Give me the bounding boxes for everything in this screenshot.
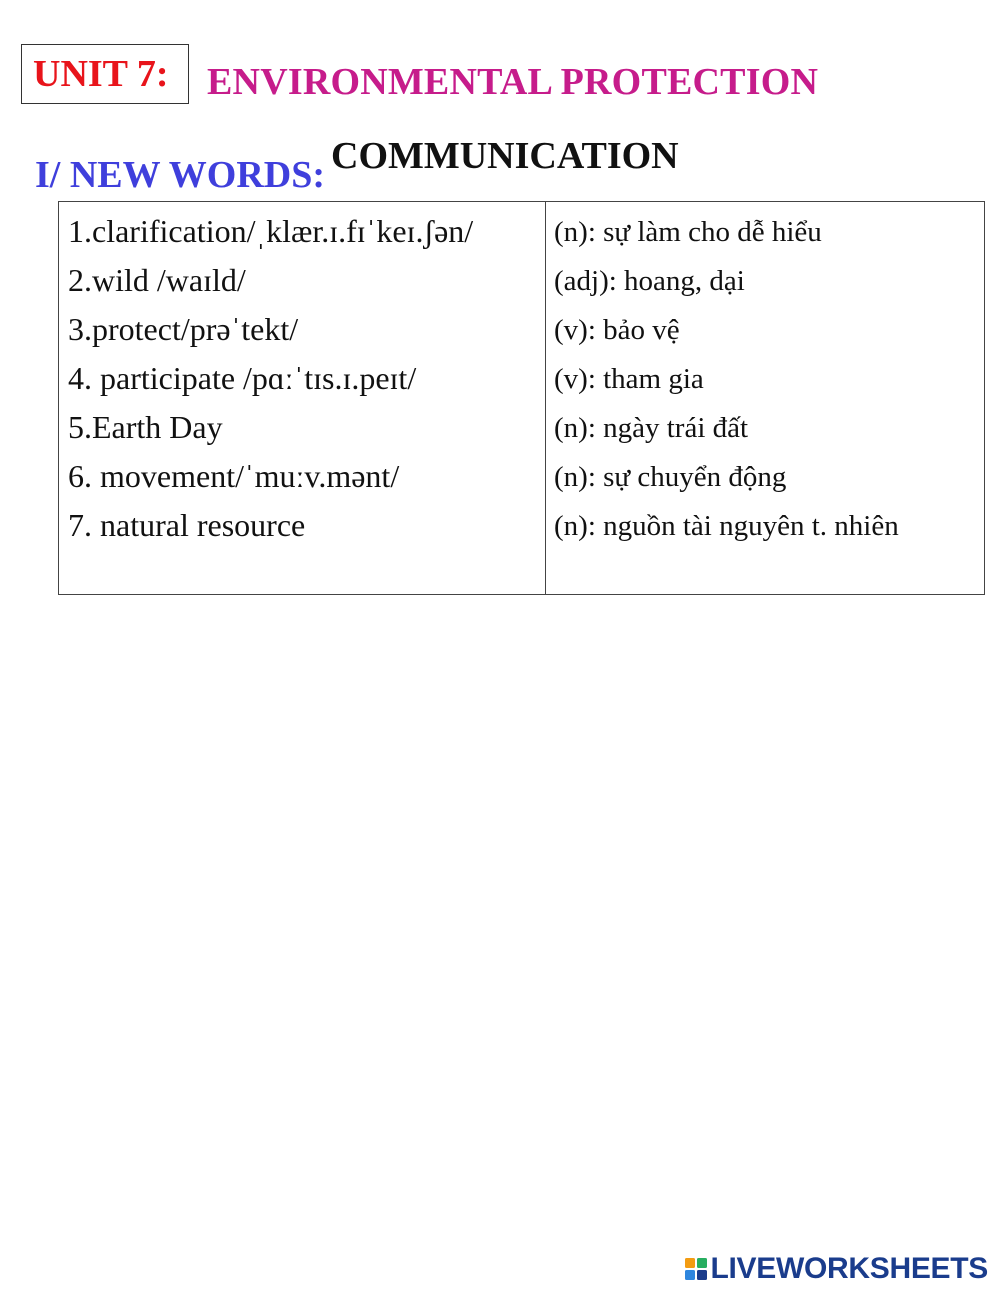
column-divider [545, 202, 546, 594]
vocab-term: 7. natural resource [68, 507, 306, 543]
liveworksheets-logo-icon [684, 1257, 708, 1281]
vocab-term: 6. movement/ˈmuːv.mənt/ [68, 458, 400, 494]
vocab-term: 3.protect/prəˈtekt/ [68, 311, 299, 347]
unit-label: UNIT 7: [33, 53, 169, 95]
vocab-definition: (v): tham gia [554, 363, 704, 395]
vocab-term: 5.Earth Day [68, 409, 223, 445]
vocab-term: 4. participate /pɑːˈtɪs.ɪ.peɪt/ [68, 360, 417, 396]
unit-title: ENVIRONMENTAL PROTECTION [207, 61, 819, 103]
liveworksheets-watermark[interactable] [684, 1252, 989, 1286]
section-heading: I/ NEW WORDS: [35, 154, 325, 196]
lesson-title: COMMUNICATION [331, 135, 679, 177]
definition-column [554, 211, 982, 554]
vocab-definition: (n): nguồn tài nguyên t. nhiên [554, 510, 899, 542]
vocab-term: 1.clarification/ˌklær.ɪ.fɪˈkeɪ.ʃən/ [68, 213, 474, 249]
vocab-term: 2.wild /waɪld/ [68, 262, 246, 298]
vocab-definition: (n): sự làm cho dễ hiểu [554, 216, 822, 248]
vocab-definition: (n): sự chuyển động [554, 461, 787, 493]
vocab-definition: (v): bảo vệ [554, 314, 680, 346]
vocabulary-table [58, 201, 985, 595]
vocab-definition: (adj): hoang, dại [554, 265, 745, 297]
vocab-definition: (n): ngày trái đất [554, 412, 749, 444]
term-column [68, 211, 538, 554]
watermark-text: LIVEWORKSHEETS [710, 1252, 988, 1285]
